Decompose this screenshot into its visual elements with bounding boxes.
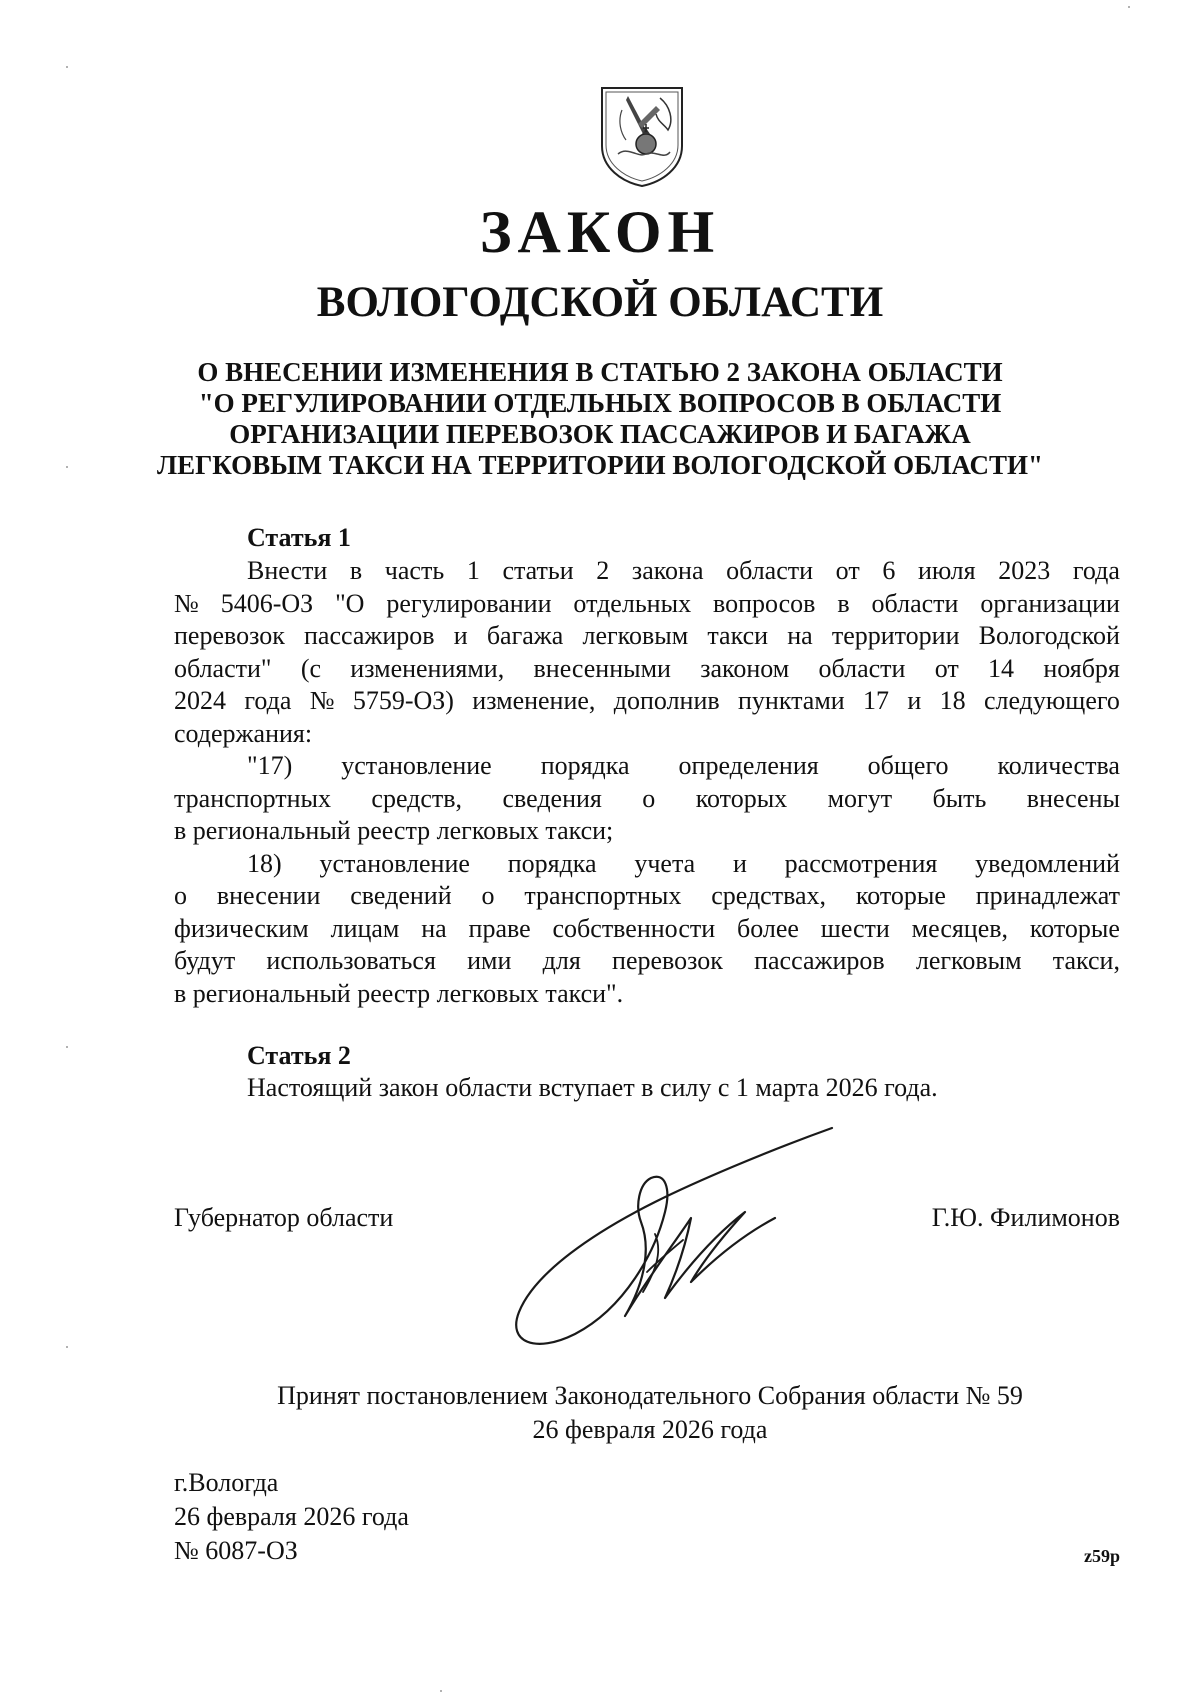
text-line	[174, 555, 1120, 588]
text-line	[174, 588, 1120, 621]
word: организации	[980, 588, 1120, 618]
word: лицам	[330, 913, 400, 943]
text-line	[174, 653, 1120, 686]
word: принадлежат	[975, 881, 1120, 910]
word: транспортных	[174, 783, 331, 813]
word: о	[481, 881, 495, 910]
word: внесенными	[533, 653, 671, 683]
word: перевозок	[612, 946, 723, 975]
word: изменение,	[472, 686, 596, 715]
word: года	[244, 686, 292, 715]
word: общего	[867, 751, 949, 780]
word: установление	[341, 751, 492, 780]
word: "О	[335, 588, 365, 618]
word: на	[787, 621, 813, 650]
word: Внести	[247, 556, 328, 585]
item-18-line	[174, 913, 1120, 946]
word: отдельных	[573, 588, 692, 618]
word: области	[726, 556, 814, 585]
article-2-body	[247, 1072, 1127, 1105]
word: Вологодской	[978, 621, 1120, 650]
word: области	[871, 588, 959, 618]
word: перевозок	[174, 621, 285, 650]
word: 2	[596, 556, 610, 585]
word: уведомлений	[975, 848, 1120, 878]
word: территории	[831, 621, 960, 650]
signing-date: 26 февраля 2026 года	[174, 1502, 409, 1531]
item-17-line: в региональный реестр легковых такси;	[174, 816, 614, 845]
item-18-line	[174, 848, 1120, 881]
word: на	[421, 913, 447, 943]
scan-speck	[1128, 6, 1130, 8]
word: которых	[695, 783, 788, 813]
word: собственности	[552, 913, 716, 943]
word: рассмотрения	[784, 848, 938, 878]
word: количества	[997, 751, 1120, 780]
word: 1	[466, 556, 480, 585]
text-line	[174, 620, 1120, 653]
word: порядка	[507, 848, 597, 878]
word: от	[934, 653, 959, 683]
word: и	[453, 621, 468, 650]
word: от	[835, 556, 860, 585]
word: 18)	[247, 848, 282, 878]
word: которые	[1029, 913, 1120, 943]
word: пассажиров	[304, 621, 435, 650]
word: дополнив	[613, 686, 720, 715]
word: в	[837, 588, 850, 618]
signatory-name: Г.Ю. Филимонов	[931, 1203, 1120, 1232]
word: о	[174, 881, 187, 910]
word: области"	[174, 653, 272, 683]
word: физическим	[174, 913, 309, 943]
word: регулировании	[386, 588, 552, 618]
word: использоваться	[266, 946, 436, 975]
word: средств,	[371, 783, 463, 813]
word: легковым	[915, 946, 1022, 975]
word: и	[732, 848, 747, 878]
item-18-line: в региональный реестр легковых такси".	[174, 978, 624, 1008]
word: ноября	[1043, 653, 1120, 683]
text-line	[174, 685, 1120, 718]
word: часть	[384, 556, 445, 585]
item-18-line	[174, 945, 1120, 978]
word: о	[642, 783, 656, 813]
adoption-info	[0, 1379, 1200, 1447]
word: года	[1072, 556, 1120, 585]
adoption-line: Принят постановлением Законодательного Собрания области № 59	[277, 1381, 1023, 1410]
text-line: Настоящий закон области вступает в силу с 1 марта 2026 года.	[247, 1073, 938, 1102]
word: закона	[631, 556, 704, 585]
word: 14	[988, 653, 1015, 683]
word: июля	[917, 556, 976, 585]
word: месяцев,	[911, 913, 1009, 943]
coat-of-arms-emblem	[598, 84, 686, 188]
item-18-line	[174, 880, 1120, 913]
word: №	[174, 588, 199, 618]
word: вопросов	[712, 588, 816, 618]
word: могут	[827, 783, 893, 813]
text-line: содержания:	[174, 718, 313, 748]
word: сведений	[350, 881, 452, 910]
item-17-line	[174, 750, 1120, 783]
word: области	[818, 653, 906, 683]
word: быть	[932, 783, 987, 813]
word: багажа	[486, 621, 564, 650]
word: №	[309, 686, 335, 715]
word: такси,	[1052, 946, 1120, 975]
law-heading	[150, 357, 1050, 481]
word: 2023	[998, 556, 1051, 585]
word: определения	[678, 751, 819, 780]
heading-line: ОРГАНИЗАЦИИ ПЕРЕВОЗОК ПАССАЖИРОВ И БАГАЖА	[229, 419, 971, 449]
word: праве	[468, 913, 531, 943]
word: легковым	[582, 621, 689, 650]
word: изменениями,	[350, 653, 505, 683]
law-number: № 6087-ОЗ	[174, 1536, 298, 1565]
word: (с	[300, 653, 322, 683]
word: будут	[174, 946, 236, 975]
document-footer	[174, 1466, 409, 1568]
word: внесении	[216, 881, 321, 910]
scan-speck	[66, 466, 68, 468]
article-2-title: Статья 2	[247, 1041, 351, 1070]
article-1-body	[174, 555, 1120, 1010]
item-17-line	[174, 783, 1120, 816]
heading-line: "О РЕГУЛИРОВАНИИ ОТДЕЛЬНЫХ ВОПРОСОВ В ОБЛАСТИ	[198, 388, 1002, 418]
document-subtitle: ВОЛОГОДСКОЙ ОБЛАСТИ	[316, 279, 884, 326]
word: для	[542, 946, 581, 975]
word: 6	[882, 556, 896, 585]
signatory-position: Губернатор области	[174, 1203, 394, 1232]
scan-speck	[440, 1690, 442, 1692]
word: 5759-ОЗ)	[352, 686, 454, 715]
word: 17	[863, 686, 890, 715]
word: статьи	[502, 556, 574, 585]
word: 2024	[174, 686, 226, 715]
heading-line: ЛЕГКОВЫМ ТАКСИ НА ТЕРРИТОРИИ ВОЛОГОДСКОЙ ОБЛАСТИ"	[156, 450, 1044, 480]
word: такси	[707, 621, 769, 650]
word: и	[907, 686, 922, 715]
word: более	[737, 913, 799, 943]
scan-speck	[66, 1346, 68, 1348]
word: шести	[820, 913, 890, 943]
word: в	[349, 556, 363, 585]
word: 18	[939, 686, 966, 715]
word: внесены	[1026, 783, 1120, 813]
word: пассажиров	[754, 946, 885, 975]
word: пунктами	[737, 686, 845, 715]
document-code: z59p	[1084, 1546, 1120, 1566]
word: сведения	[502, 783, 602, 813]
word: учета	[634, 848, 696, 878]
word: законом	[700, 653, 790, 683]
word: установление	[319, 848, 470, 878]
word: которые	[855, 881, 946, 910]
scan-speck	[66, 1046, 68, 1048]
scan-speck	[66, 66, 68, 68]
heading-line: О ВНЕСЕНИИ ИЗМЕНЕНИЯ В СТАТЬЮ 2 ЗАКОНА ОБЛАСТИ	[197, 357, 1003, 387]
document-title: ЗАКОН	[479, 199, 721, 265]
article-1-title: Статья 1	[247, 523, 351, 552]
word: транспортных	[524, 881, 682, 910]
handwritten-signature	[505, 1122, 845, 1352]
word: средствах,	[711, 881, 827, 910]
word: порядка	[540, 751, 630, 780]
word: ими	[467, 946, 512, 975]
word: "17)	[247, 751, 293, 780]
adoption-date: 26 февраля 2026 года	[532, 1415, 768, 1444]
word: следующего	[983, 686, 1120, 715]
city: г.Вологда	[174, 1468, 279, 1497]
word: 5406-ОЗ	[220, 588, 314, 618]
